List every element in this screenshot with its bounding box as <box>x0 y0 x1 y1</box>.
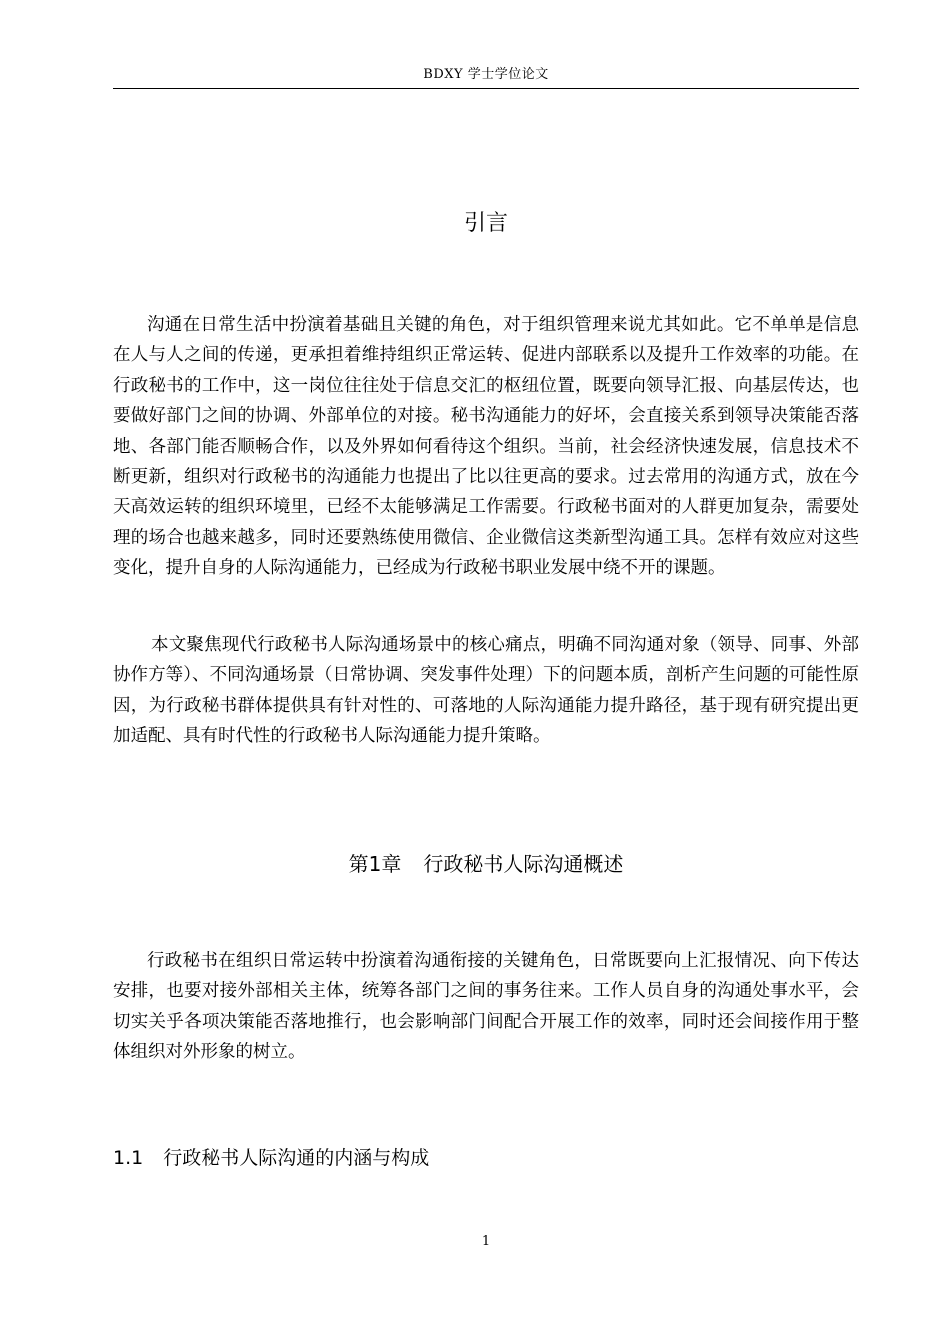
chapter-title-text: 行政秘书人际沟通概述 <box>423 852 624 876</box>
introduction-title: 引言 <box>463 211 508 236</box>
chapter-number: 第1章 <box>348 852 402 876</box>
header-rule <box>113 88 859 89</box>
introduction-paragraph-2: 本文聚焦现代行政秘书人际沟通场景中的核心痛点，明确不同沟通对象（领导、同事、外部协作方等）、不同沟通场景（日常协调、突发事件处理）下的问题本质，剖析产生问题的可能性原因，为行政秘书群体提供具有针对性的、可落地的人际沟通能力提升路径，基于现有研究提出更加适配、具有时代性的行政秘书人际沟通能力提升策略。 <box>113 635 859 747</box>
section-title-text: 行政秘书人际沟通的内涵与构成 <box>163 1147 430 1169</box>
chapter-paragraph: 行政秘书在组织日常运转中扮演着沟通衔接的关键角色，日常既要向上汇报情况、向下传达安排，也要对接外部相关主体，统筹各部门之间的事务往来。工作人员自身的沟通处事水平，会切实关乎各项决策能否落地推行，也会影响部门间配合开展工作的效率，同时还会间接作用于整体组织对外形象的树立。 <box>113 951 859 1063</box>
running-header: BDXY 学士学位论文 <box>423 67 549 82</box>
introduction-paragraph-1: 沟通在日常生活中扮演着基础且关键的角色，对于组织管理来说尤其如此。它不单单是信息在人与人之间的传递，更承担着维持组织正常运转、促进内部联系以及提升工作效率的功能。在行政秘书的工作中，这一岗位往往处于信息交汇的枢纽位置，既要向领导汇报、向基层传达，也要做好部门之间的协调、外部单位的对接。秘书沟通能力的好坏，会直接关系到领导决策能否落地、各部门能否顺畅合作，以及外界如何看待这个组织。当前，社会经济快速发展，信息技术不断更新，组织对行政秘书的沟通能力也提出了比以往更高的要求。过去常用的沟通方式，放在今天高效运转的组织环境里，已经不太能够满足工作需要。行政秘书面对的人群更加复杂，需要处理的场合也越来越多，同时还要熟练使用微信、企业微信这类新型沟通工具。怎样有效应对这些变化，提升自身的人际沟通能力，已经成为行政秘书职业发展中绕不开的课题。 <box>113 315 859 579</box>
chapter-title <box>113 847 859 881</box>
page-number: 1 <box>481 1234 491 1249</box>
section-number: 1.1 <box>113 1147 144 1169</box>
section-heading <box>113 1141 859 1175</box>
